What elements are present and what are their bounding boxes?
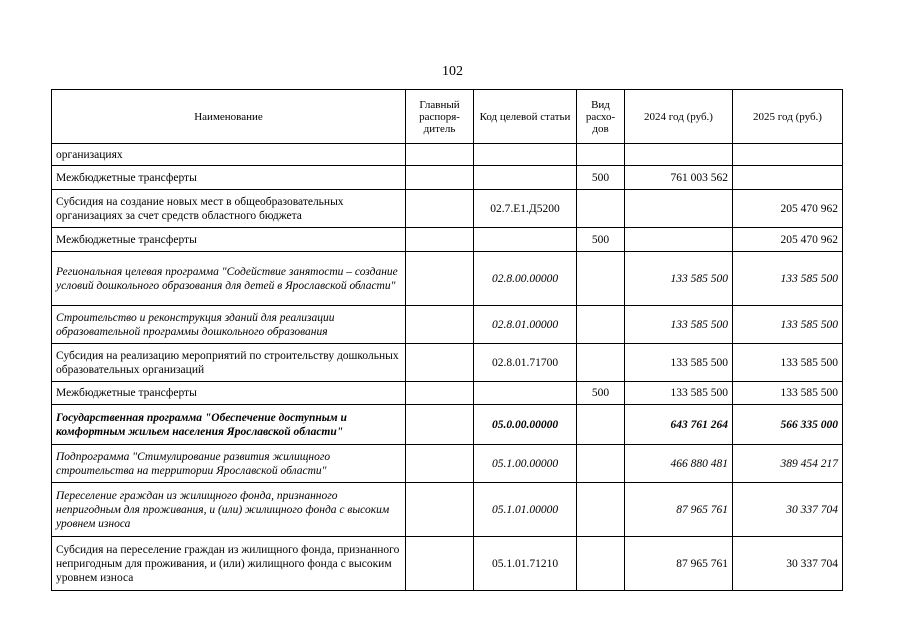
header-row [52,90,843,144]
row-2025: 30 337 704 [733,483,843,537]
budget-table [51,89,843,591]
row-admin [406,228,474,252]
row-kind [577,252,625,306]
table-row [52,445,843,483]
row-admin [406,190,474,228]
row-kind: 500 [577,228,625,252]
row-kind: 500 [577,166,625,190]
row-code: 05.1.01.71210 [474,537,577,591]
row-2024: 133 585 500 [625,306,733,344]
row-2025: 30 337 704 [733,537,843,591]
row-name: Межбюджетные трансферты [52,382,406,405]
table-row [52,190,843,228]
row-code: 02.8.01.71700 [474,344,577,382]
row-2024: 133 585 500 [625,344,733,382]
row-admin [406,344,474,382]
row-code: 05.0.00.00000 [474,405,577,445]
row-admin [406,166,474,190]
row-name: Строительство и реконструкция зданий для реализации образовательной программы дошкольного образования [52,306,406,344]
row-admin [406,445,474,483]
row-name: Субсидия на создание новых мест в общеобразовательных организациях за счет средств областного бюджета [52,190,406,228]
row-code: 02.7.Е1.Д5200 [474,190,577,228]
row-2025 [733,166,843,190]
row-name: Межбюджетные трансферты [52,166,406,190]
row-kind: 500 [577,382,625,405]
row-2024 [625,190,733,228]
row-2025: 566 335 000 [733,405,843,445]
row-2025: 133 585 500 [733,252,843,306]
row-name: Переселение граждан из жилищного фонда, признанного непригодным для проживания, и (или) жилищного фонда с высоким уровнем износа [52,483,406,537]
row-admin [406,537,474,591]
row-2025: 205 470 962 [733,228,843,252]
row-2024: 133 585 500 [625,382,733,405]
row-admin [406,144,474,166]
row-2024: 761 003 562 [625,166,733,190]
row-kind [577,144,625,166]
row-name: Субсидия на переселение граждан из жилищного фонда, признанного непригодным для проживания, и (или) жилищного фонда с высоким уровнем износа [52,537,406,591]
row-2024: 87 965 761 [625,537,733,591]
row-kind [577,306,625,344]
row-2025: 389 454 217 [733,445,843,483]
row-2024: 133 585 500 [625,252,733,306]
header-name: Наименование [52,90,406,144]
table-row [52,306,843,344]
row-name: Субсидия на реализацию мероприятий по строительству дошкольных образовательных организаций [52,344,406,382]
header-2025: 2025 год (руб.) [733,90,843,144]
row-kind [577,344,625,382]
table-row [52,382,843,405]
row-kind [577,537,625,591]
row-kind [577,483,625,537]
row-2024 [625,228,733,252]
row-name: Государственная программа "Обеспечение доступным и комфортным жильем населения Ярославской области" [52,405,406,445]
row-2025 [733,144,843,166]
row-code: 05.1.01.00000 [474,483,577,537]
row-2024: 466 880 481 [625,445,733,483]
row-admin [406,405,474,445]
row-code [474,166,577,190]
table-row [52,344,843,382]
page-number: 102 [442,64,463,79]
row-2025: 205 470 962 [733,190,843,228]
row-2025: 133 585 500 [733,382,843,405]
table-row [52,166,843,190]
header-2024: 2024 год (руб.) [625,90,733,144]
row-code: 02.8.00.00000 [474,252,577,306]
row-admin [406,483,474,537]
row-code [474,144,577,166]
row-name: организациях [52,144,406,166]
row-2025: 133 585 500 [733,306,843,344]
row-code: 02.8.01.00000 [474,306,577,344]
table-row [52,483,843,537]
row-admin [406,306,474,344]
row-2024 [625,144,733,166]
row-kind [577,405,625,445]
table-row [52,144,843,166]
row-code [474,228,577,252]
row-name: Региональная целевая программа "Содействие занятости – создание условий дошкольного образования для детей в Ярославской области" [52,252,406,306]
table-row [52,252,843,306]
row-2024: 87 965 761 [625,483,733,537]
row-admin [406,382,474,405]
header-admin: Главный распоря-дитель [406,90,474,144]
row-code: 05.1.00.00000 [474,445,577,483]
row-code [474,382,577,405]
row-name: Подпрограмма "Стимулирование развития жилищного строительства на территории Ярославской области" [52,445,406,483]
row-2024: 643 761 264 [625,405,733,445]
table-row [52,537,843,591]
table-row [52,405,843,445]
header-code: Код целевой статьи [474,90,577,144]
row-kind [577,190,625,228]
row-kind [577,445,625,483]
row-2025: 133 585 500 [733,344,843,382]
row-admin [406,252,474,306]
table-row [52,228,843,252]
row-name: Межбюджетные трансферты [52,228,406,252]
header-kind: Вид расхо-дов [577,90,625,144]
